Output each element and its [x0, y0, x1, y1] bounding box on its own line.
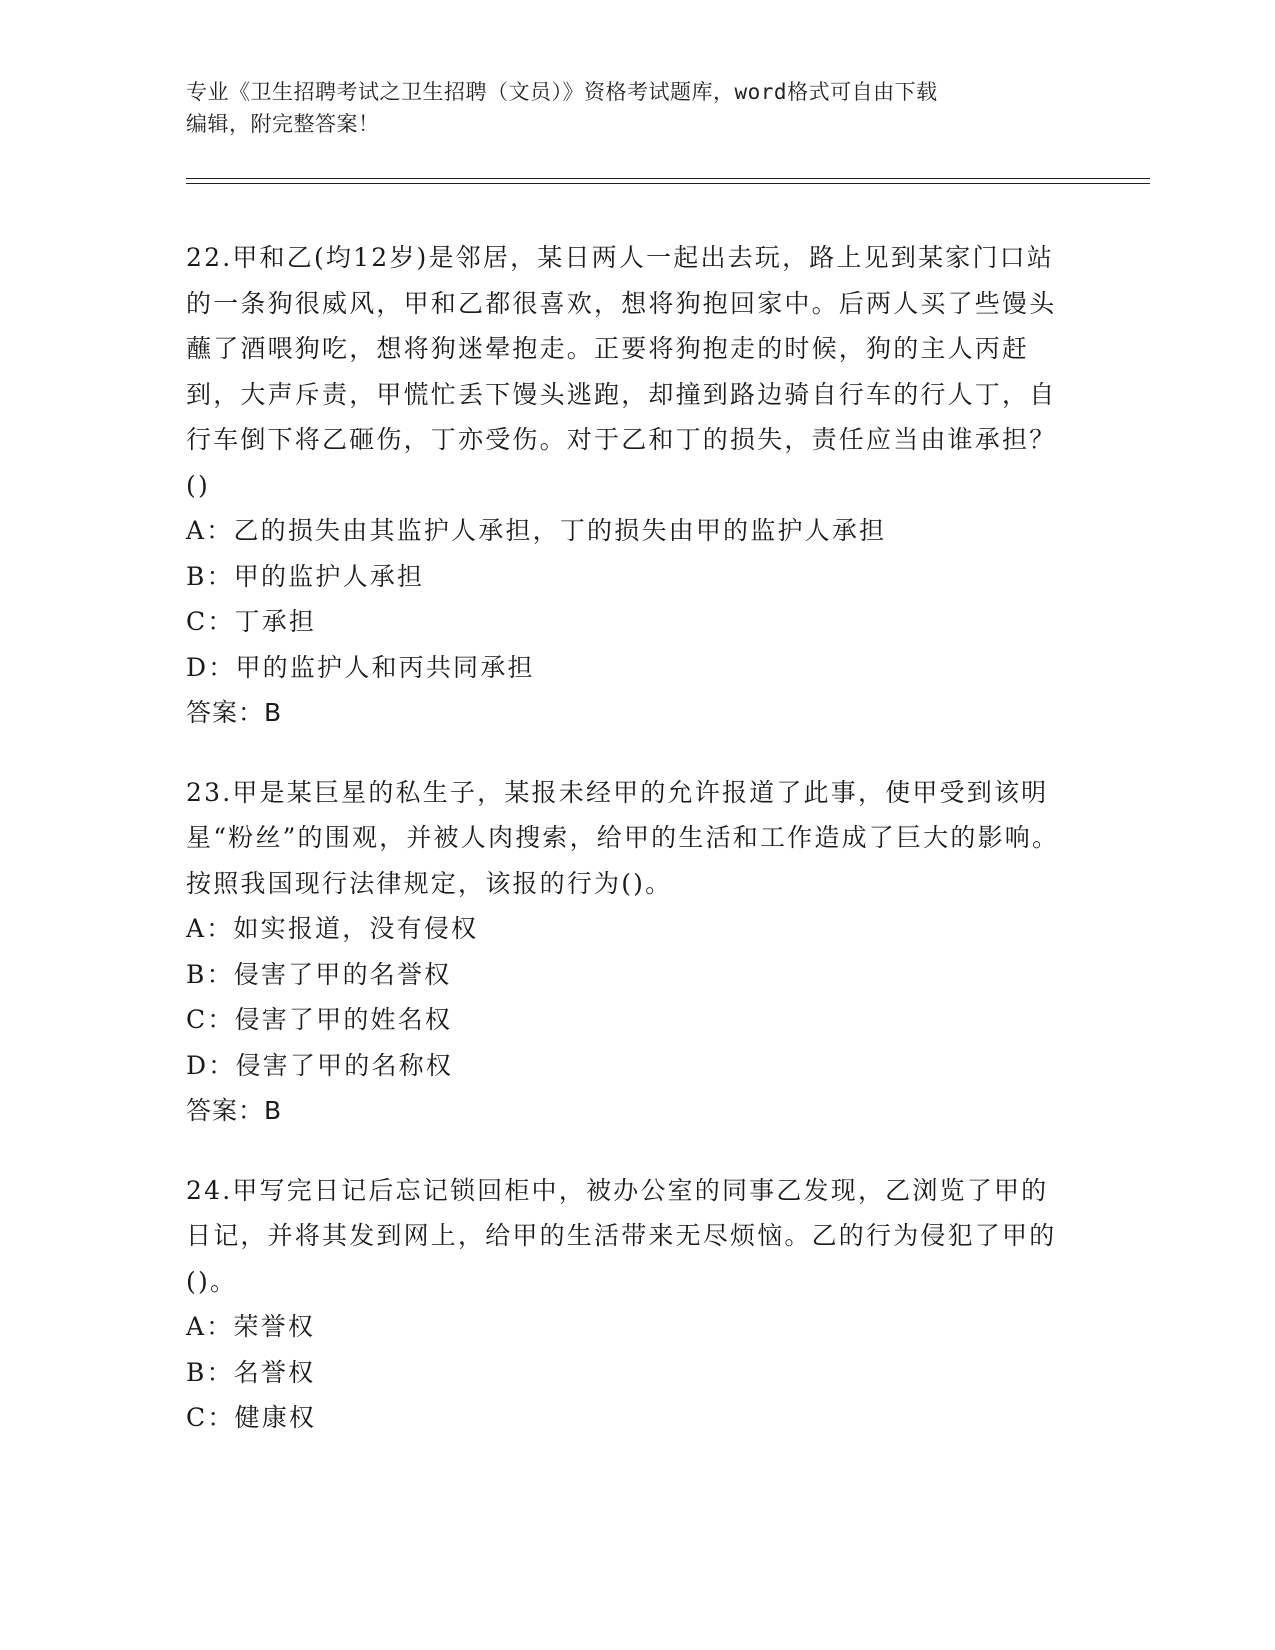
option-c: C：侵害了甲的姓名权 [186, 1005, 453, 1034]
option-a: A：荣誉权 [186, 1312, 316, 1341]
question-23 [186, 770, 1066, 1134]
header-line-2: 编辑，附完整答案！ [186, 112, 380, 136]
option-c: C：健康权 [186, 1403, 317, 1432]
answer-line: 答案：B [186, 1096, 283, 1125]
question-stem: 23.甲是某巨星的私生子，某报未经甲的允许报道了此事，使甲受到该明星“粉丝”的围观，并被人肉搜索，给甲的生活和工作造成了巨大的影响。按照我国现行法律规定，该报的行为()。 [186, 777, 1060, 898]
question-stem: 22.甲和乙(均12岁)是邻居，某日两人一起出去玩，路上见到某家门口站的一条狗很威风，甲和乙都很喜欢，想将狗抱回家中。后两人买了些馒头蘸了酒喂狗吃，想将狗迷晕抱走。正要将狗抱走的时候，狗的主人丙赶到，大声斥责，甲慌忙丢下馒头逃跑，却撞到路边骑自行车的行人丁，自行车倒下将乙砸伤，丁亦受伤。对于乙和丁的损失，责任应当由谁承担？() [186, 243, 1057, 500]
option-a: A：如实报道，没有侵权 [186, 914, 479, 943]
header-rule-bottom [186, 183, 1150, 184]
option-a: A：乙的损失由其监护人承担，丁的损失由甲的监护人承担 [186, 516, 887, 545]
option-c: C：丁承担 [186, 607, 317, 636]
option-d: D：侵害了甲的名称权 [186, 1050, 454, 1080]
header-rule-top [186, 178, 1150, 179]
option-d: D：甲的监护人和丙共同承担 [186, 652, 535, 682]
option-b: B：侵害了甲的名誉权 [186, 959, 452, 989]
question-stem: 24.甲写完日记后忘记锁回柜中，被办公室的同事乙发现，乙浏览了甲的日记，并将其发到网上，给甲的生活带来无尽烦恼。乙的行为侵犯了甲的()。 [186, 1175, 1057, 1296]
question-24 [186, 1168, 1066, 1441]
header-line-1: 专业《卫生招聘考试之卫生招聘（文员）》资格考试题库，word格式可自由下载 [186, 80, 938, 104]
question-list [186, 235, 1066, 1475]
document-header [186, 76, 1066, 140]
option-b: B：甲的监护人承担 [186, 561, 425, 591]
question-22 [186, 235, 1066, 736]
answer-line: 答案：B [186, 698, 283, 727]
option-b: B：名誉权 [186, 1357, 316, 1387]
